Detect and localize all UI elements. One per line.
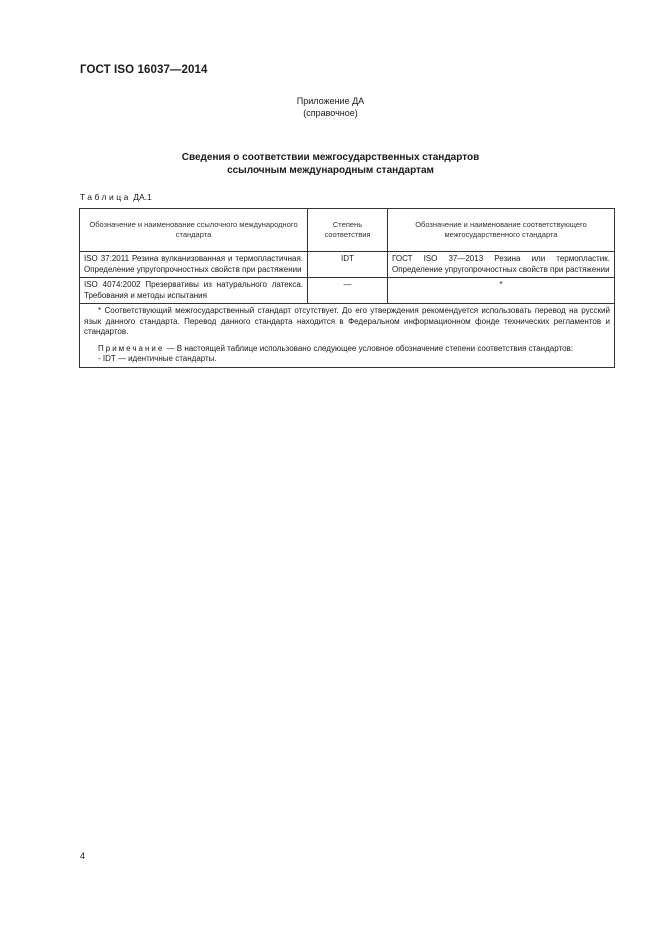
page-number: 4 <box>80 851 86 861</box>
cell-intl-standard: ISO 4074:2002 Презервативы из натурального латекса. Требования и методы испытания <box>80 278 308 304</box>
column-header-intl: Обозначение и наименование ссылочного международного стандарта <box>80 209 308 252</box>
annex-subtitle: (справочное) <box>303 108 358 118</box>
table-caption-word: Таблица <box>80 192 131 202</box>
table-row <box>80 278 615 304</box>
column-header-degree: Степень соответствия <box>308 209 388 252</box>
table-caption <box>80 192 152 202</box>
correspondence-table <box>79 208 615 368</box>
note-item: - IDT — идентичные стандарты. <box>98 354 217 363</box>
annex-heading <box>0 95 661 119</box>
table-row <box>80 252 615 278</box>
column-header-national: Обозначение и наименование соответствующего межгосударственного стандарта <box>388 209 615 252</box>
cell-intl-standard: ISO 37:2011 Резина вулканизованная и термопластичная. Определение упругопрочностных свойств при растяжении <box>80 252 308 278</box>
section-title <box>0 151 661 177</box>
table-notes <box>80 304 615 368</box>
cell-national-standard: * <box>388 278 615 304</box>
cell-degree: — <box>308 278 388 304</box>
table-header-row <box>80 209 615 252</box>
document-code: ГОСТ ISO 16037—2014 <box>80 64 208 76</box>
annex-title: Приложение ДА <box>296 96 365 106</box>
section-title-line-2: ссылочным международным стандартам <box>227 165 434 176</box>
cell-degree: IDT <box>308 252 388 278</box>
cell-national-standard: ГОСТ ISO 37—2013 Резина или термопластик. Определение упругопрочностных свойств при растяжении <box>388 252 615 278</box>
note-label: Примечание <box>98 343 165 353</box>
table-footer-row <box>80 304 615 368</box>
footnote-text: * Соответствующий межгосударственный стандарт отсутствует. До его утверждения рекомендуется использовать перевод на русский язык данного стандарта. Перевод данного стандарта находится в Федеральном информационном фонде технических регламентов и стандартов. <box>84 306 610 336</box>
note-text: — В настоящей таблице использовано следующее условное обозначение степени соответствия стандартов: <box>164 343 573 353</box>
section-title-line-1: Сведения о соответствии межгосударственных стандартов <box>181 152 480 163</box>
table-caption-id: ДА.1 <box>133 192 152 202</box>
note-paragraph <box>84 344 610 355</box>
